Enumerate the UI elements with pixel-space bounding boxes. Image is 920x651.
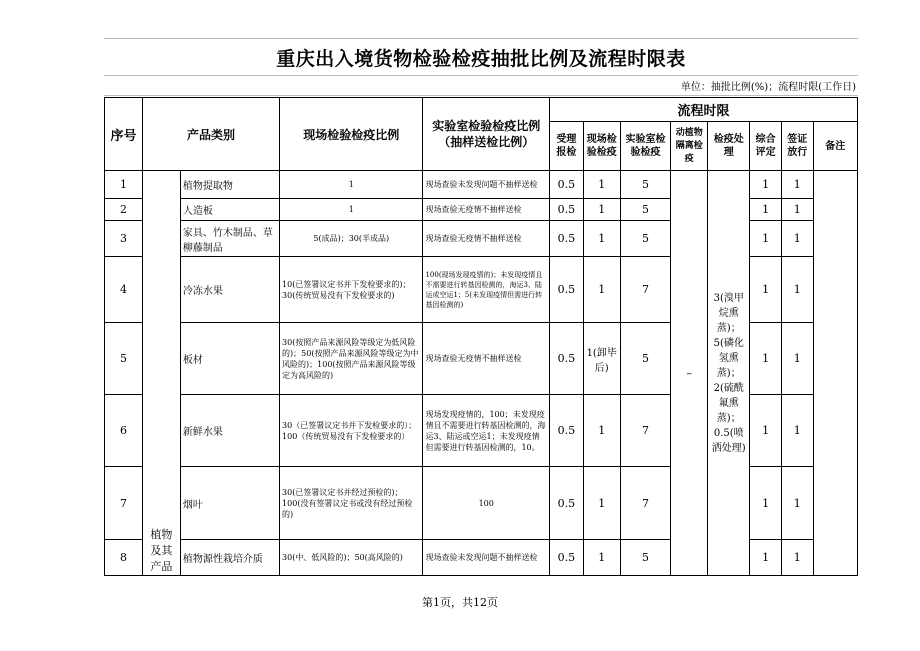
row-seq: 4 bbox=[105, 257, 143, 323]
header-comprehensive: 综合评定 bbox=[750, 122, 782, 171]
row-comprehensive: 1 bbox=[750, 395, 782, 467]
row-onsite-ratio: 10(已签署议定书并下发检要求的)；30(传统贸易没有下发检要求的) bbox=[280, 257, 423, 323]
row-accept: 0.5 bbox=[550, 221, 584, 257]
row-release: 1 bbox=[781, 171, 813, 199]
row-accept: 0.5 bbox=[550, 323, 584, 395]
header-lab-ratio: 实验室检验检疫比例（抽样送检比例） bbox=[423, 98, 550, 171]
row-lab-ratio: 现场查验未发现问题不抽样送检 bbox=[423, 540, 550, 576]
row-seq: 1 bbox=[105, 171, 143, 199]
header-accept: 受理报检 bbox=[550, 122, 584, 171]
row-comprehensive: 1 bbox=[750, 171, 782, 199]
row-seq: 5 bbox=[105, 323, 143, 395]
row-onsite-days: 1 bbox=[583, 221, 620, 257]
row-onsite-days: 1 bbox=[583, 540, 620, 576]
table-row bbox=[105, 171, 858, 199]
page-title: 重庆出入境货物检验检疫抽批比例及流程时限表 bbox=[104, 38, 858, 76]
header-remarks: 备注 bbox=[813, 122, 857, 171]
row-lab-ratio: 100 bbox=[423, 467, 550, 540]
remarks-cell bbox=[813, 171, 857, 576]
row-onsite-ratio: 1 bbox=[280, 199, 423, 221]
row-onsite-days: 1 bbox=[583, 395, 620, 467]
row-comprehensive: 1 bbox=[750, 540, 782, 576]
row-lab-days: 7 bbox=[620, 257, 671, 323]
group-label: 植物及其产品 bbox=[142, 171, 180, 576]
document-sheet bbox=[104, 38, 858, 583]
header-seq: 序号 bbox=[105, 98, 143, 171]
row-comprehensive: 1 bbox=[750, 221, 782, 257]
row-comprehensive: 1 bbox=[750, 199, 782, 221]
row-release: 1 bbox=[781, 257, 813, 323]
row-seq: 3 bbox=[105, 221, 143, 257]
row-lab-days: 5 bbox=[620, 199, 671, 221]
row-onsite-days: 1 bbox=[583, 171, 620, 199]
row-product: 植物提取物 bbox=[180, 171, 279, 199]
row-lab-ratio: 现场查验无疫情不抽样送检 bbox=[423, 323, 550, 395]
header-onsite-insp: 现场检验检疫 bbox=[583, 122, 620, 171]
row-accept: 0.5 bbox=[550, 257, 584, 323]
row-onsite-days: 1 bbox=[583, 467, 620, 540]
row-lab-ratio: 现场查验未发现问题不抽样送检 bbox=[423, 171, 550, 199]
header-lab-insp: 实验室检验检疫 bbox=[620, 122, 671, 171]
row-product: 新鲜水果 bbox=[180, 395, 279, 467]
row-lab-ratio: 现场查验无疫情不抽样送检 bbox=[423, 221, 550, 257]
header-process-time: 流程时限 bbox=[550, 98, 858, 122]
header-onsite-ratio: 现场检验检疫比例 bbox=[280, 98, 423, 171]
header-quarantine-treat: 检疫处理 bbox=[708, 122, 750, 171]
row-release: 1 bbox=[781, 395, 813, 467]
isolation-cell: – bbox=[671, 171, 708, 576]
row-lab-days: 5 bbox=[620, 221, 671, 257]
row-onsite-days: 1 bbox=[583, 199, 620, 221]
row-onsite-ratio: 30(已签署议定书并经过预检的)；100(没有签署议定书或没有经过预检的) bbox=[280, 467, 423, 540]
row-accept: 0.5 bbox=[550, 171, 584, 199]
row-product: 人造板 bbox=[180, 199, 279, 221]
unit-note: 单位：抽批比例(%)；流程时限(工作日) bbox=[104, 75, 858, 96]
row-onsite-ratio: 1 bbox=[280, 171, 423, 199]
row-onsite-days: 1 bbox=[583, 257, 620, 323]
row-onsite-ratio: 30(中、低风险的)；50(高风险的) bbox=[280, 540, 423, 576]
row-seq: 2 bbox=[105, 199, 143, 221]
row-accept: 0.5 bbox=[550, 199, 584, 221]
quarantine-treatment: 3(溴甲烷熏蒸)；5(磷化氢熏蒸)；2(硫酰氟熏蒸)；0.5(喷洒处理) bbox=[708, 171, 750, 576]
row-lab-days: 5 bbox=[620, 540, 671, 576]
page-footer: 第1页，共12页 bbox=[422, 596, 498, 609]
row-lab-ratio: 现场查验无疫情不抽样送检 bbox=[423, 199, 550, 221]
row-onsite-days: 1(卸毕后) bbox=[583, 323, 620, 395]
row-comprehensive: 1 bbox=[750, 257, 782, 323]
row-product: 家具、竹木制品、草柳藤制品 bbox=[180, 221, 279, 257]
row-seq: 8 bbox=[105, 540, 143, 576]
row-lab-days: 5 bbox=[620, 323, 671, 395]
row-accept: 0.5 bbox=[550, 540, 584, 576]
row-onsite-ratio: 30（已签署议定书并下发检要求的）；100（传统贸易没有下发检要求的） bbox=[280, 395, 423, 467]
row-comprehensive: 1 bbox=[750, 467, 782, 540]
row-lab-days: 7 bbox=[620, 395, 671, 467]
inspection-table bbox=[104, 97, 858, 576]
row-product: 烟叶 bbox=[180, 467, 279, 540]
row-product: 植物源性栽培介质 bbox=[180, 540, 279, 576]
row-accept: 0.5 bbox=[550, 467, 584, 540]
row-lab-ratio: 现场发现疫情的，100；未发现疫情且不需要进行转基因检测的，海运3、陆运或空运1；未发现疫情但需要进行转基因检测的，10。 bbox=[423, 395, 550, 467]
row-onsite-ratio: 30(按照产品来源风险等级定为低风险的)；50(按照产品来源风险等级定为中风险的)；100(按照产品来源风险等级定为高风险的) bbox=[280, 323, 423, 395]
row-release: 1 bbox=[781, 540, 813, 576]
header-category: 产品类别 bbox=[142, 98, 279, 171]
header-isolation: 动植物隔离检疫 bbox=[671, 122, 708, 171]
row-lab-ratio: 100(现场发现疫情的)；未发现疫情且不需要进行转基因检测的，海运3、陆运或空运1；5(未发现疫情但需进行转基因检测的) bbox=[423, 257, 550, 323]
row-seq: 6 bbox=[105, 395, 143, 467]
row-product: 冷冻水果 bbox=[180, 257, 279, 323]
row-product: 板材 bbox=[180, 323, 279, 395]
row-release: 1 bbox=[781, 221, 813, 257]
row-seq: 7 bbox=[105, 467, 143, 540]
row-lab-days: 5 bbox=[620, 171, 671, 199]
row-release: 1 bbox=[781, 467, 813, 540]
row-comprehensive: 1 bbox=[750, 323, 782, 395]
row-release: 1 bbox=[781, 199, 813, 221]
row-lab-days: 7 bbox=[620, 467, 671, 540]
row-release: 1 bbox=[781, 323, 813, 395]
row-onsite-ratio: 5(成品)；30(半成品) bbox=[280, 221, 423, 257]
row-accept: 0.5 bbox=[550, 395, 584, 467]
header-release: 签证放行 bbox=[781, 122, 813, 171]
